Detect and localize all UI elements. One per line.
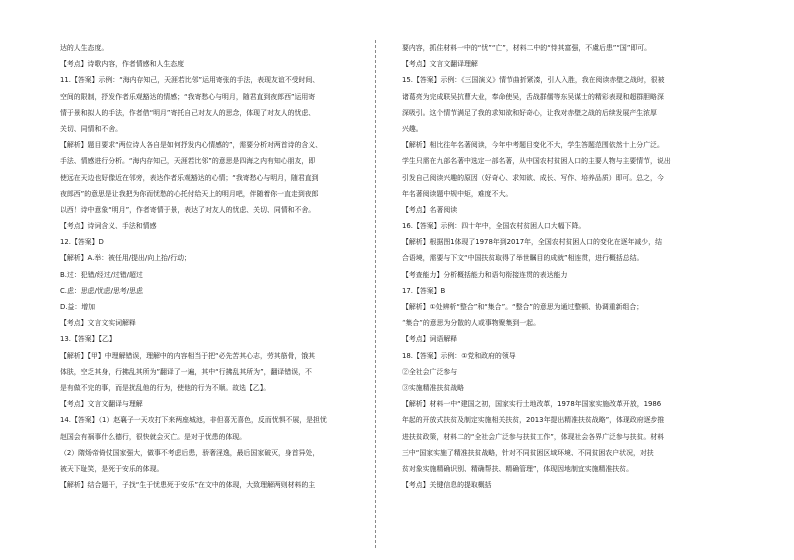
text-line: 12.【答案】D xyxy=(60,238,104,247)
text-line: 手法、情感进行分析。“海内存知己，天涯若比邻”的意思是四海之内有知心朋友，即 xyxy=(60,157,316,166)
text-line: 15.【答案】示例：《三国演义》情节曲折紧凑，引人入胜，我在阅读赤壁之战时，很被 xyxy=(402,76,665,85)
right-column xyxy=(402,40,734,493)
text-line: 【考查能力】分析概括能力和语句衔接连贯的表达能力 xyxy=(402,270,568,279)
text-line: 【考点】文言文翻译与理解 xyxy=(60,400,143,409)
text-line: 兴趣。 xyxy=(402,124,423,133)
text-line: 11.【答案】示例：“海内存知己，天涯若比邻”运用寄张的手法，表现友谊不受时间、 xyxy=(60,76,320,85)
text-line: 年起的开放式扶贫及制定实施相关扶贫，2013年提出精准扶贫战略”，体现政府逐步推 xyxy=(402,416,665,425)
text-line: 13.【答案】【乙】 xyxy=(60,335,116,344)
text-line: 14.【答案】（1）赵襄子一天攻打下来两座城池，非但喜无喜色，反而忧惧不展，是担忧 xyxy=(60,416,327,425)
text-line: 使远在天边也好像近在邻旁，表达作者乐观豁达的心情；“我寄愁心与明月，随君直到 xyxy=(60,173,319,182)
text-line: （2）隋炀帝倚仗国家强大，做事不考虑后患，骄奢淫逸，最后国家破灭，身首异处， xyxy=(60,448,320,457)
text-line: 【解析】【甲】中理解错误，理解中的内容相当于把“必先苦其心志，劳其筋骨，饿其 xyxy=(60,351,316,360)
text-line: 18.【答案】示例：①党和政府的领导 xyxy=(402,351,516,360)
text-line: 贫对象实施精确识别、精确帮扶、精确管理”，体现因地制宜实施精准扶贫。 xyxy=(402,464,633,473)
left-column xyxy=(60,40,392,493)
text-line: “集合”的意思为分散的人或事物聚集到一起。 xyxy=(402,319,540,328)
text-line: 【解析】题目要求“两位诗人各自是如何抒发内心情感的”，需要分析对两首诗的含义、 xyxy=(60,141,323,150)
text-line: 【考点】名著阅读 xyxy=(402,205,458,214)
text-line: 被天下耻笑，是死于安乐的体现。 xyxy=(60,464,164,473)
text-line: ③实施精准扶贫战略 xyxy=(402,383,465,392)
text-line: 【解析】根据图1体现了1978年到2017年，全国农村贫困人口的变化在逐年减少，结 xyxy=(402,238,662,247)
text-line: C.虑：思虑/忧虑/思考/思虑 xyxy=(60,286,143,295)
text-line: 年名著阅读题中规中矩，难度不大。 xyxy=(402,189,513,198)
text-line: 以西！诗中意象“明月”，作者寄情于景，表达了对友人的忧虑、关切、同情和不舍。 xyxy=(60,205,316,214)
text-line: 【考点】诗词含义、手法和情感 xyxy=(60,222,157,231)
text-line: 体肤，空乏其身，行拂乱其所为”翻译了一遍，其中“行拂乱其所为”，翻译错误，不 xyxy=(60,367,312,376)
text-line: 学生只需在九部名著中选定一部名著，从中国农村贫困人口的主要人物与主要情节，说出 xyxy=(402,157,671,166)
text-line: 【解析】相比往年名著阅读，今年中考题目变化不大，学生答题范围依然十上分广泛。 xyxy=(402,141,664,150)
column-divider xyxy=(375,40,376,548)
text-line: 【解析】①处辨析“整合”和“集合”。“整合”的意思为通过整顿、协调重新组合； xyxy=(402,303,644,311)
text-line: 是有做不完的事，而是扰乱他的行为，使他的行为不顺。故选【乙】。 xyxy=(60,383,271,392)
text-line: 赵国会有祸事什么德行，很快就会灭亡。是对于忧患的体现。 xyxy=(60,432,247,441)
text-line: 【考点】关键信息的提取概括 xyxy=(402,481,492,490)
text-line: 合语境，需要与下文“中国扶贫取得了举世瞩目的成就”相连贯，进行概括总结。 xyxy=(402,254,644,263)
text-line: 【解析】结合题干，子找“生于忧患死于安乐”在文中的体现，大致理解两则材料的主 xyxy=(60,481,316,490)
text-line: D.益：增加 xyxy=(60,303,96,311)
text-line: 17.【答案】B xyxy=(402,286,446,295)
text-line: ②全社会广泛参与 xyxy=(402,367,458,376)
text-line: 空间的限制，抒发作者乐观豁达的情感；“我寄愁心与明月，随君直到夜郎西”运用寄 xyxy=(60,92,316,101)
text-line: 【考点】文言文翻译理解 xyxy=(402,60,478,69)
text-line: 16.【答案】示例：四十年中，全国农村贫困人口大幅下降。 xyxy=(402,222,586,231)
text-line: B.过：犯错/经过/过错/超过 xyxy=(60,270,143,279)
text-line: 【考点】文言文实词解释 xyxy=(60,319,136,328)
text-line: 三中“国家实施了精准扶贫战略，针对不同贫困区域环境、不同贫困农户状况，对扶 xyxy=(402,448,654,457)
text-line: 【考点】诗歌内容，作者情感和人生态度 xyxy=(60,60,185,69)
text-line: 深吸引。这个情节满足了我的求知欲和好奇心，让我对赤壁之战的后续发展产生浓厚 xyxy=(402,108,657,117)
text-line: 进扶贫政策，材料二的“全社会广泛参与扶贫工作”，体现社会各界广泛参与扶贫。材料 xyxy=(402,432,665,441)
text-line: 关切、同情和不舍。 xyxy=(60,124,123,133)
text-line: 引发自己阅读兴趣的原因（好奇心、求知欲、成长、写作、培养品质）即可。总之，今 xyxy=(402,173,664,182)
text-line: 【解析】材料一中“建国之初，国家实行土地改革，1978年国家实施改革开放，1986 xyxy=(402,400,662,409)
text-line: 诸葛亮为完成联吴抗曹大业，奉命使吴，舌战群儒等东吴谋士的精彩表现和超群胆略深 xyxy=(402,92,664,101)
text-line: 夜郎西”的意思是让我把为你而忧愁的心托付给天上的明月吧，伴随着你一直走到夜郎 xyxy=(60,189,319,198)
text-line: 情于景和拟人的手法，作者借“明月”寄托自己对友人的思念，体现了对友人的忧虑、 xyxy=(60,108,316,117)
text-line: 达的人生态度。 xyxy=(60,44,109,52)
text-line: 【解析】A.举：被任用/提出/向上抬/行动； xyxy=(60,254,191,263)
text-line: 【考点】词语解释 xyxy=(402,335,458,344)
text-line: 要内容，抓住材料一中的“忧”“亡”，材料二中的“恃其富强，不虞后患”“国”即可。 xyxy=(402,44,652,52)
